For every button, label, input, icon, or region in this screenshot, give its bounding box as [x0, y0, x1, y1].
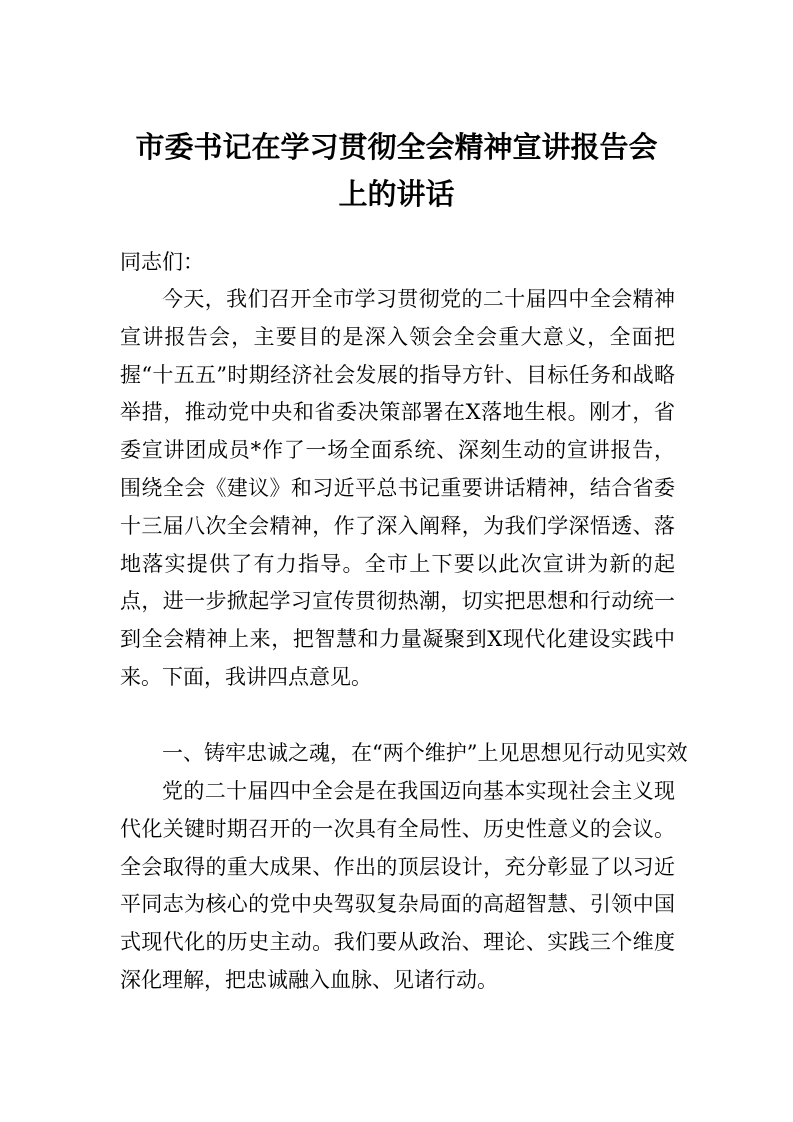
document-title-line-1: 市委书记在学习贯彻全会精神宣讲报告会 [135, 130, 658, 164]
paragraph-intro: 今天，我们召开全市学习贯彻党的二十届四中全会精神宣讲报告会，主要目的是深入领会全会重大意义，全面把握“十五五”时期经济社会发展的指导方针、目标任务和战略举措，推动党中央和省委决策部署在X落地生根。刚才，省委宣讲团成员*作了一场全面系统、深刻生动的宣讲报告，围绕全会《建议》和习近平总书记重要讲话精神，结合省委十三届八次全会精神，作了深入阐释，为我们学深悟透、落地落实提供了有力指导。全市上下要以此次宣讲为新的起点，进一步掀起学习宣传贯彻热潮，切实把思想和行动统一到全会精神上来，把智慧和力量凝聚到X现代化建设实践中来。下面，我讲四点意见。 [120, 287, 675, 689]
section-heading-1: 一、铸牢忠诚之魂，在“两个维护”上见思想见行动见实效 [162, 741, 688, 765]
document-title-line-2: 上的讲话 [338, 177, 455, 211]
salutation: 同志们： [120, 250, 204, 274]
paragraph-section-1: 党的二十届四中全会是在我国迈向基本实现社会主义现代化关键时期召开的一次具有全局性、历史性意义的会议。全会取得的重大成果、作出的顶层设计，充分彰显了以习近平同志为核心的党中央驾驭复杂局面的高超智慧、引领中国式现代化的历史主动。我们要从政治、理论、实践三个维度深化理解，把忠诚融入血脉、见诸行动。 [120, 779, 675, 992]
